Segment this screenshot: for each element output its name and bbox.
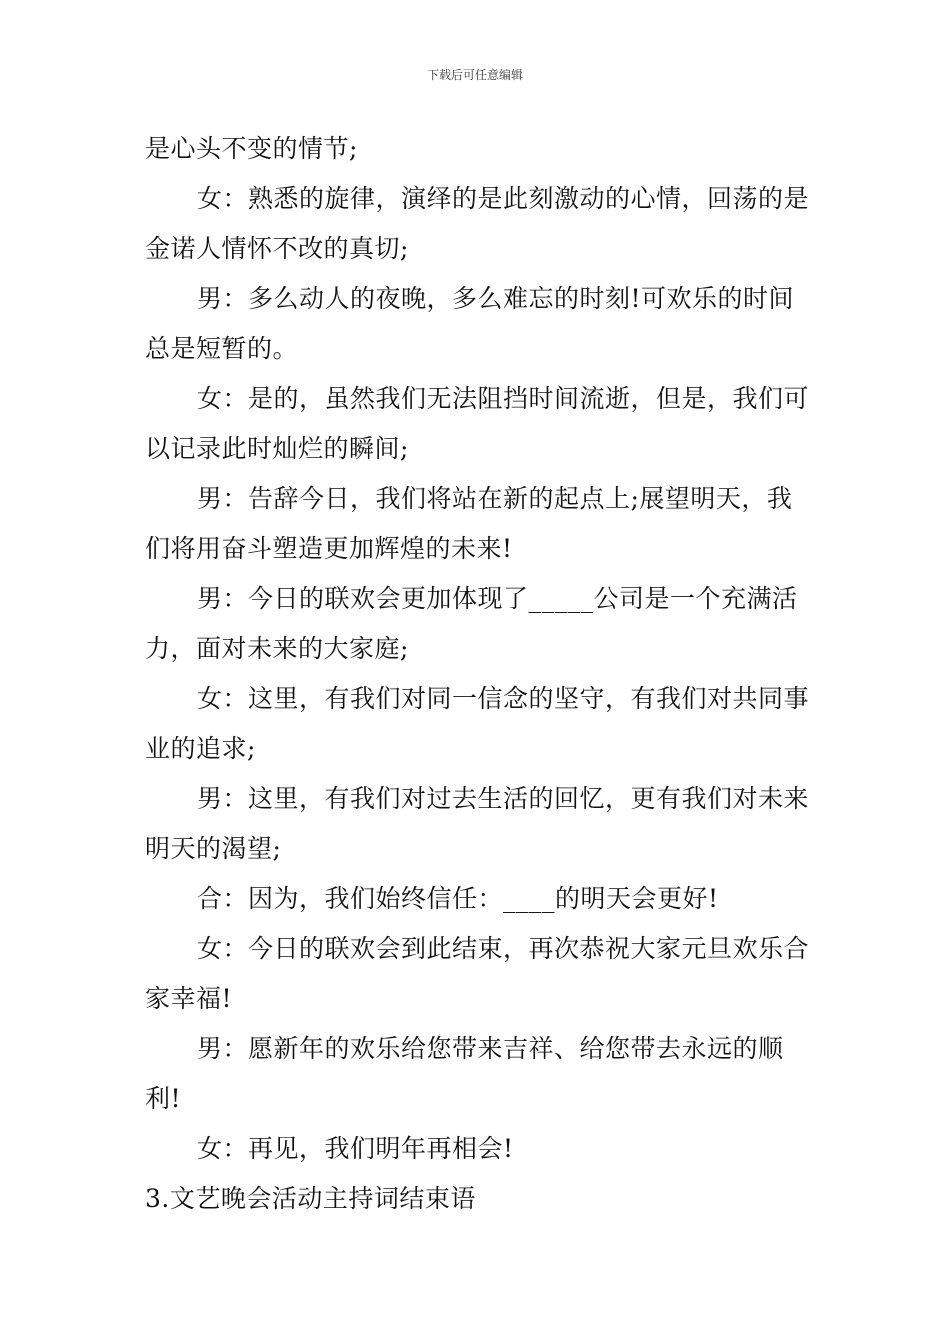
paragraph: 男：今日的联欢会更加体现了_____公司是一个充满活力，面对未来的大家庭;: [145, 584, 798, 663]
section-heading: 3.文艺晚会活动主持词结束语: [145, 1184, 476, 1213]
paragraph: 女：这里，有我们对同一信念的坚守，有我们对共同事业的追求;: [145, 684, 810, 763]
page-header: 下载后可任意编辑: [426, 68, 523, 82]
document-body: [145, 124, 810, 1224]
paragraph: 男：告辞今日，我们将站在新的起点上;展望明天，我们将用奋斗塑造更加辉煌的未来!: [145, 484, 793, 563]
paragraph: 男：这里，有我们对过去生活的回忆，更有我们对未来明天的渴望;: [145, 784, 810, 863]
paragraph: 是心头不变的情节;: [145, 134, 358, 163]
paragraph: 女：熟悉的旋律，演绎的是此刻激动的心情，回荡的是金诺人情怀不改的真切;: [145, 184, 810, 263]
paragraph: 女：再见，我们明年再相会!: [197, 1134, 514, 1163]
paragraph: 女：今日的联欢会到此结束，再次恭祝大家元旦欢乐合家幸福!: [145, 934, 810, 1013]
paragraph: 男：多么动人的夜晚，多么难忘的时刻!可欢乐的时间总是短暂的。: [145, 284, 795, 363]
paragraph: 女：是的，虽然我们无法阻挡时间流逝，但是，我们可以记录此时灿烂的瞬间;: [145, 384, 810, 463]
paragraph: 男：愿新年的欢乐给您带来吉祥、给您带去永远的顺利!: [145, 1034, 784, 1113]
paragraph: 合：因为，我们始终信任：____的明天会更好!: [197, 884, 719, 913]
